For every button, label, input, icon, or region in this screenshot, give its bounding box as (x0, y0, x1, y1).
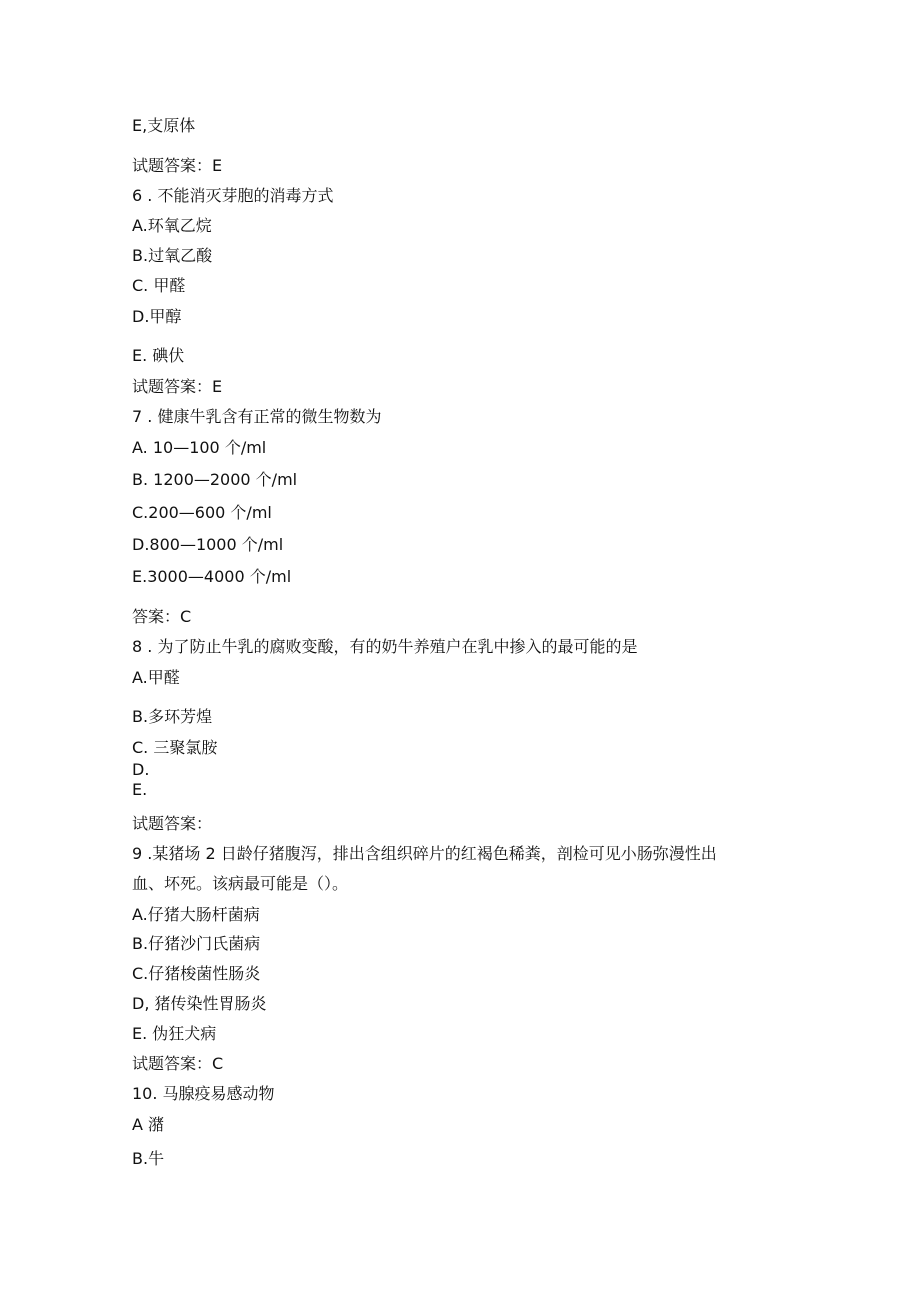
option-c-q9: C.仔猪梭菌性肠炎 (132, 964, 261, 983)
question-6: 6 . 不能消灭芽胞的消毒方式 (132, 186, 334, 205)
option-a-q7: A. 10—100 个/ml (132, 438, 267, 457)
option-c-q7: C.200—600 个/ml (132, 503, 272, 522)
option-e-q6: E. 碘伏 (132, 346, 185, 365)
option-e-q7: E.3000—4000 个/ml (132, 567, 292, 586)
option-a-q9: A.仔猪大肠杆菌病 (132, 905, 260, 924)
option-d-q6: D.甲醇 (132, 307, 182, 326)
question-9-line-2: 血、坏死。该病最可能是（）。 (132, 874, 349, 893)
option-c-q8: C. 三聚氯胺 (132, 738, 218, 757)
option-b-q6: B.过氧乙酸 (132, 246, 213, 265)
question-8: 8 . 为了防止牛乳的腐败变酸，有的奶牛养殖户在乳中掺入的最可能的是 (132, 637, 638, 656)
question-7: 7 . 健康牛乳含有正常的微生物数为 (132, 407, 382, 426)
option-d-q8: D. (132, 760, 150, 779)
option-b-q10: B.牛 (132, 1149, 165, 1168)
question-10: 10. 马腺疫易感动物 (132, 1084, 275, 1103)
answer-q8: 试题答案： (132, 814, 213, 833)
answer-q7: 答案：C (132, 607, 192, 626)
option-a-q6: A.环氧乙烷 (132, 216, 212, 235)
answer-q6: 试题答案：E (132, 377, 223, 396)
option-e-q9: E. 伪狂犬病 (132, 1024, 217, 1043)
answer-q9: 试题答案：C (132, 1054, 224, 1073)
option-a-q10: A 潴 (132, 1115, 165, 1134)
option-a-q8: A.甲醛 (132, 668, 180, 687)
option-d-q9: D, 猪传染性胃肠炎 (132, 994, 267, 1013)
option-e-q8: E. (132, 780, 148, 799)
option-b-q7: B. 1200—2000 个/ml (132, 470, 298, 489)
question-9-line-1: 9 .某猪场 2 日龄仔猪腹泻，排出含组织碎片的红褐色稀粪，剖检可见小肠弥漫性出 (132, 844, 717, 863)
answer-q5: 试题答案：E (132, 156, 223, 175)
option-e-q5: E,支原体 (132, 116, 196, 135)
option-c-q6: C. 甲醛 (132, 276, 186, 295)
option-d-q7: D.800—1000 个/ml (132, 535, 284, 554)
option-b-q8: B.多环芳煌 (132, 707, 213, 726)
option-b-q9: B.仔猪沙门氏菌病 (132, 934, 261, 953)
